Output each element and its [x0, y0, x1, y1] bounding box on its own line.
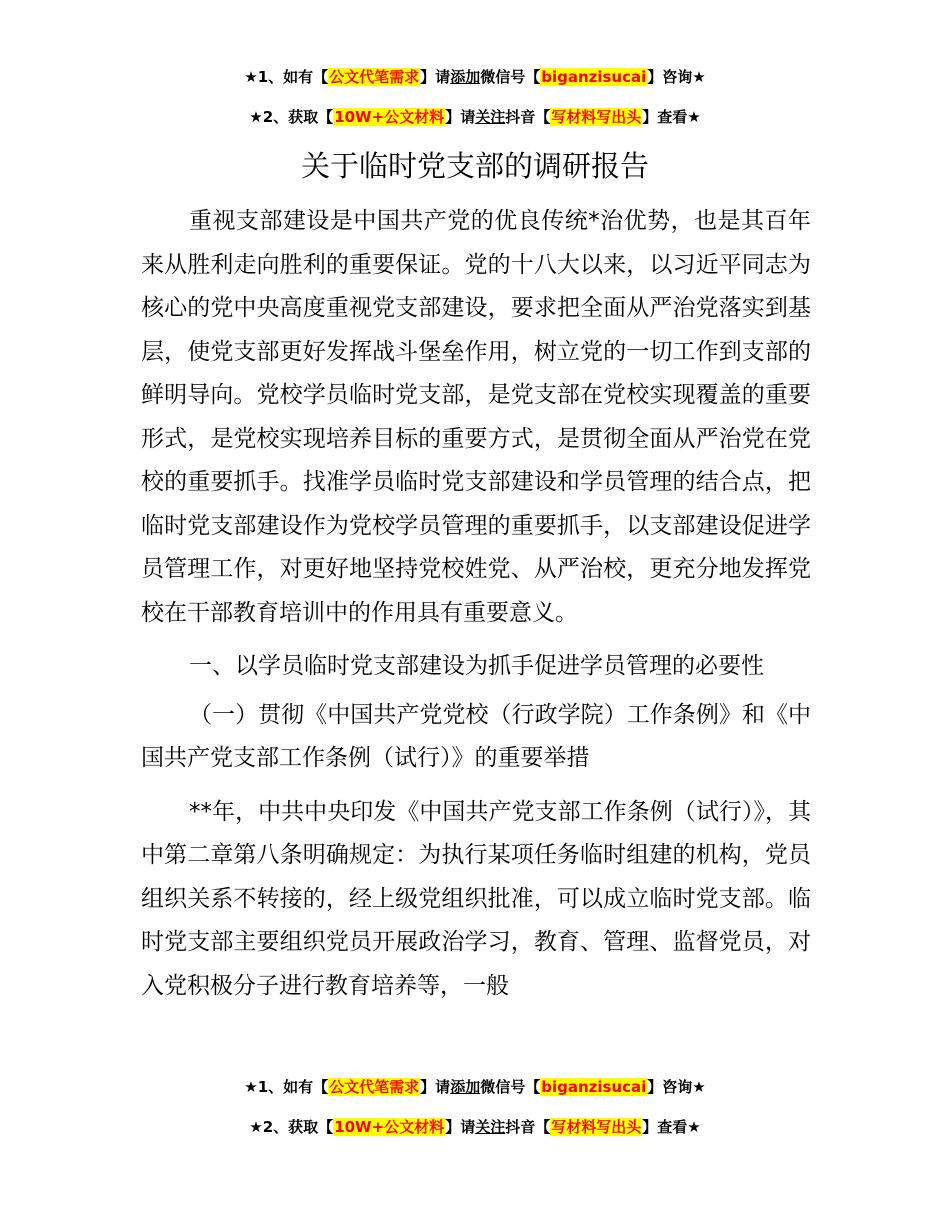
- banner-text: 】查看★: [642, 1118, 701, 1136]
- banner-highlight: 10W+公文材料: [334, 108, 445, 126]
- banner-text: ★1、如有【: [244, 1078, 329, 1096]
- banner-text: ★1、如有【: [244, 68, 329, 86]
- banner-text: 】请: [445, 1118, 476, 1136]
- banner-underline-text: 关注: [475, 1118, 506, 1136]
- banner-underline-text: 添加: [450, 1078, 481, 1096]
- document-body: [141, 200, 811, 1008]
- banner-text: 】查看★: [642, 108, 701, 126]
- banner-text: 微信号【: [480, 1078, 541, 1096]
- banner-text: 】咨询★: [647, 1078, 706, 1096]
- subsection-heading: （一）贯彻《中国共产党党校（行政学院）工作条例》和《中国共产党支部工作条例（试行）》的重要举措: [141, 701, 811, 771]
- body-paragraph: 重视支部建设是中国共产党的优良传统*治优势，也是其百年来从胜利走向胜利的重要保证。党的十八大以来，以习近平同志为核心的党中央高度重视党支部建设，要求把全面从严治党落实到基层，使党支部更好发挥战斗堡垒作用，树立党的一切工作到支部的鲜明导向。党校学员临时党支部，是党支部在党校实现覆盖的重要形式，是党校实现培养目标的重要方式，是贯彻全面从严治党在党校的重要抓手。找准学员临时党支部建设和学员管理的结合点，把临时党支部建设作为党校学员管理的重要抓手，以支部建设促进学员管理工作，对更好地坚持党校姓党、从严治校，更充分地发挥党校在干部教育培训中的作用具有重要意义。: [141, 208, 811, 626]
- banner-underline-text: 添加: [450, 68, 481, 86]
- banner-highlight-wechat-id: biganzisucai: [541, 1078, 647, 1096]
- header-banner-line-2: [0, 106, 950, 128]
- banner-text: 】咨询★: [647, 68, 706, 86]
- banner-text: ★2、获取【: [249, 108, 334, 126]
- banner-highlight: 10W+公文材料: [334, 1118, 445, 1136]
- footer-banner-line-2: [0, 1116, 950, 1138]
- banner-highlight-wechat-id: biganzisucai: [541, 68, 647, 86]
- header-banner-line-1: [0, 66, 950, 88]
- banner-text: 】请: [420, 68, 451, 86]
- banner-text: ★2、获取【: [249, 1118, 334, 1136]
- body-paragraph: **年，中共中央印发《中国共产党支部工作条例（试行）》，其中第二章第八条明确规定：为执行某项任务临时组建的机构，党员组织关系不转接的，经上级党组织批准，可以成立临时党支部。临时党支部主要组织党员开展政治学习，教育、管理、监督党员，对入党积极分子进行教育培养等，一般: [141, 798, 811, 999]
- banner-text: 】请: [420, 1078, 451, 1096]
- banner-text: 抖音【: [505, 1118, 551, 1136]
- banner-text: 抖音【: [505, 108, 551, 126]
- banner-highlight-douyin: 写材料写出头: [551, 108, 642, 126]
- banner-highlight: 公文代笔需求: [329, 68, 420, 86]
- banner-underline-text: 关注: [475, 108, 506, 126]
- banner-highlight-douyin: 写材料写出头: [551, 1118, 642, 1136]
- banner-text: 】请: [445, 108, 476, 126]
- footer-banner-line-1: [0, 1076, 950, 1098]
- document-title: 关于临时党支部的调研报告: [300, 149, 649, 183]
- banner-text: 微信号【: [480, 68, 541, 86]
- banner-highlight: 公文代笔需求: [329, 1078, 420, 1096]
- section-heading: 一、以学员临时党支部建设为抓手促进学员管理的必要性: [189, 653, 764, 679]
